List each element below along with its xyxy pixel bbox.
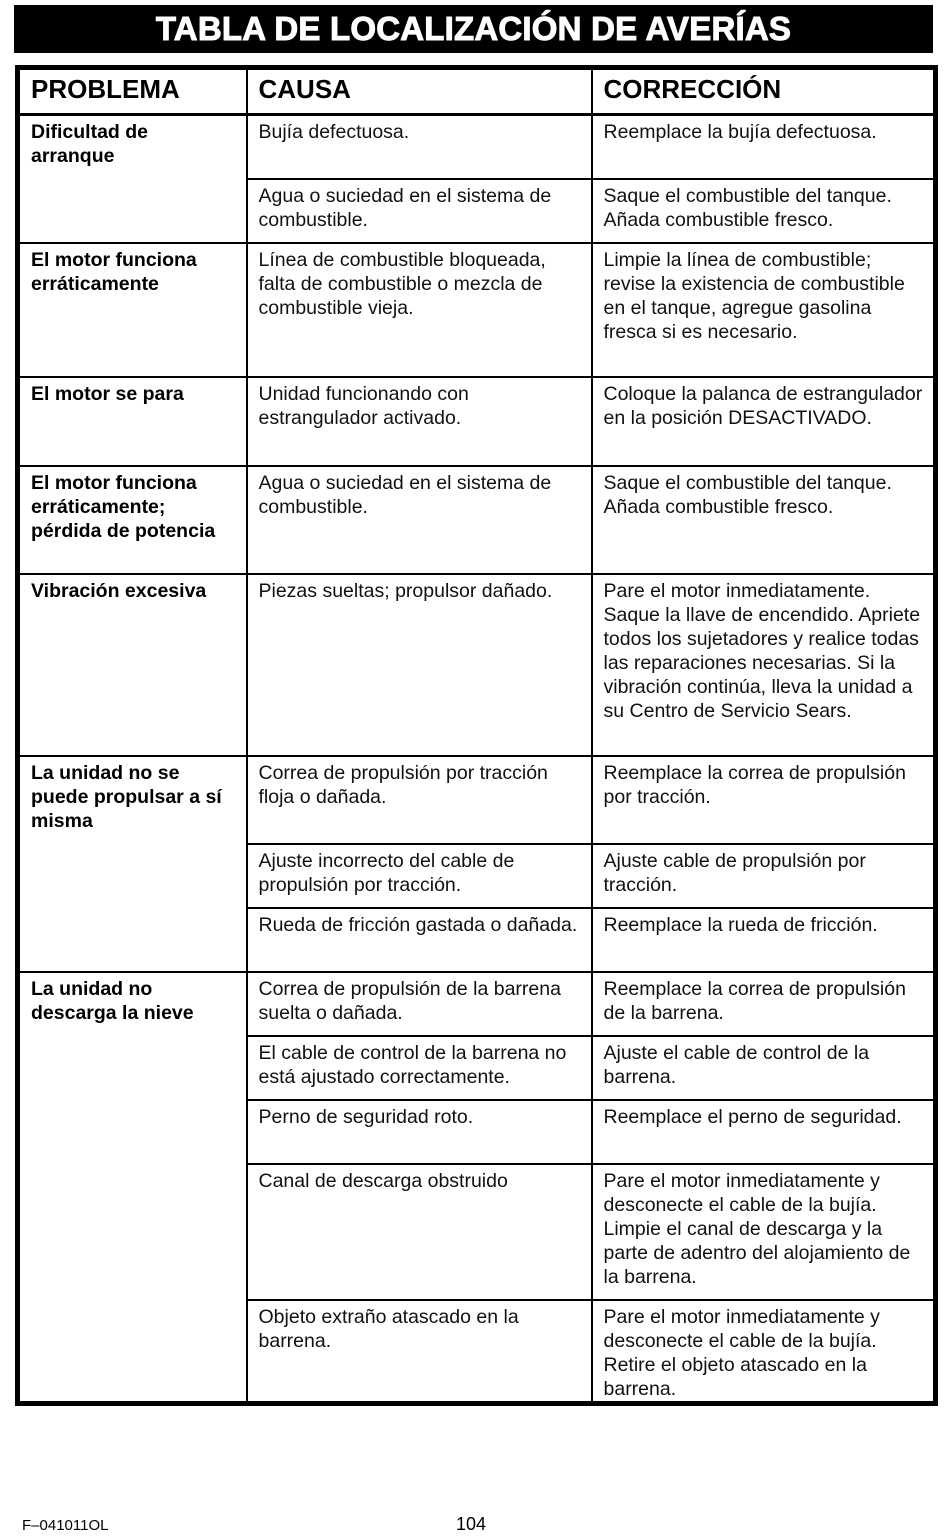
table-row [18, 377, 936, 466]
correction-cell: Ajuste el cable de control de la barrena. [592, 1036, 936, 1100]
cause-cell: Piezas sueltas; propulsor dañado. [247, 574, 592, 756]
correction-cell: Ajuste cable de propulsión por tracción. [592, 844, 936, 908]
troubleshooting-table [15, 65, 938, 1406]
cause-cell: Unidad funcionando con estrangulador activado. [247, 377, 592, 466]
page-number: 104 [456, 1514, 487, 1534]
table-row [18, 756, 936, 844]
problem-cell: Vibración excesiva [18, 574, 247, 756]
cause-cell: Correa de propulsión de la barrena suelta o dañada. [247, 972, 592, 1036]
table-row [18, 115, 936, 179]
cause-cell: Agua o suciedad en el sistema de combustible. [247, 179, 592, 243]
header-correction: CORRECCIÓN [592, 68, 936, 115]
correction-cell: Reemplace la bujía defectuosa. [592, 115, 936, 179]
table-row [18, 574, 936, 756]
table-row [18, 243, 936, 377]
table-row [18, 466, 936, 574]
correction-cell: Limpie la línea de combustible; revise la existencia de combustible en el tanque, agregue gasolina fresca si es necesario. [592, 243, 936, 377]
cause-cell: Agua o suciedad en el sistema de combustible. [247, 466, 592, 574]
correction-cell: Pare el motor inmediatamente. Saque la llave de encendido. Apriete todos los sujetadores y realice todas las reparaciones necesarias. Si la vibración continúa, lleva la unidad a su Centro de Servicio Sears. [592, 574, 936, 756]
cause-cell: El cable de control de la barrena no está ajustado correctamente. [247, 1036, 592, 1100]
correction-cell: Reemplace el perno de seguridad. [592, 1100, 936, 1164]
cause-cell: Perno de seguridad roto. [247, 1100, 592, 1164]
cause-cell: Correa de propulsión por tracción floja o dañada. [247, 756, 592, 844]
header-cause: CAUSA [247, 68, 592, 115]
page-title: TABLA DE LOCALIZACIÓN DE AVERÍAS [155, 10, 792, 47]
problem-cell: El motor se para [18, 377, 247, 466]
correction-cell: Reemplace la correa de propulsión por tracción. [592, 756, 936, 844]
correction-cell: Coloque la palanca de estrangulador en la posición DESACTIVADO. [592, 377, 936, 466]
problem-cell: El motor funciona erráticamente; pérdida de potencia [18, 466, 247, 574]
correction-cell: Saque el combustible del tanque. Añada combustible fresco. [592, 179, 936, 243]
problem-cell: La unidad no se puede propulsar a sí misma [18, 756, 247, 972]
correction-cell: Pare el motor inmediatamente y desconecte el cable de la bujía. Limpie el canal de descarga y la parte de adentro del alojamiento de la barrena. [592, 1164, 936, 1300]
table-row [18, 972, 936, 1036]
title-banner [14, 5, 933, 53]
correction-cell: Reemplace la rueda de fricción. [592, 908, 936, 972]
cause-cell: Canal de descarga obstruido [247, 1164, 592, 1300]
cause-cell: Bujía defectuosa. [247, 115, 592, 179]
cause-cell: Objeto extraño atascado en la barrena. [247, 1300, 592, 1404]
document-code: F–041011OL [22, 1517, 109, 1534]
cause-cell: Línea de combustible bloqueada, falta de combustible o mezcla de combustible vieja. [247, 243, 592, 377]
correction-cell: Reemplace la correa de propulsión de la barrena. [592, 972, 936, 1036]
correction-cell: Saque el combustible del tanque. Añada combustible fresco. [592, 466, 936, 574]
cause-cell: Ajuste incorrecto del cable de propulsión por tracción. [247, 844, 592, 908]
table-header-row [18, 68, 936, 115]
problem-cell: La unidad no descarga la nieve [18, 972, 247, 1404]
problem-cell: El motor funciona erráticamente [18, 243, 247, 377]
correction-cell: Pare el motor inmediatamente y desconecte el cable de la bujía. Retire el objeto atascado en la barrena. [592, 1300, 936, 1404]
cause-cell: Rueda de fricción gastada o dañada. [247, 908, 592, 972]
header-problem: PROBLEMA [18, 68, 247, 115]
problem-cell: Dificultad de arranque [18, 115, 247, 243]
